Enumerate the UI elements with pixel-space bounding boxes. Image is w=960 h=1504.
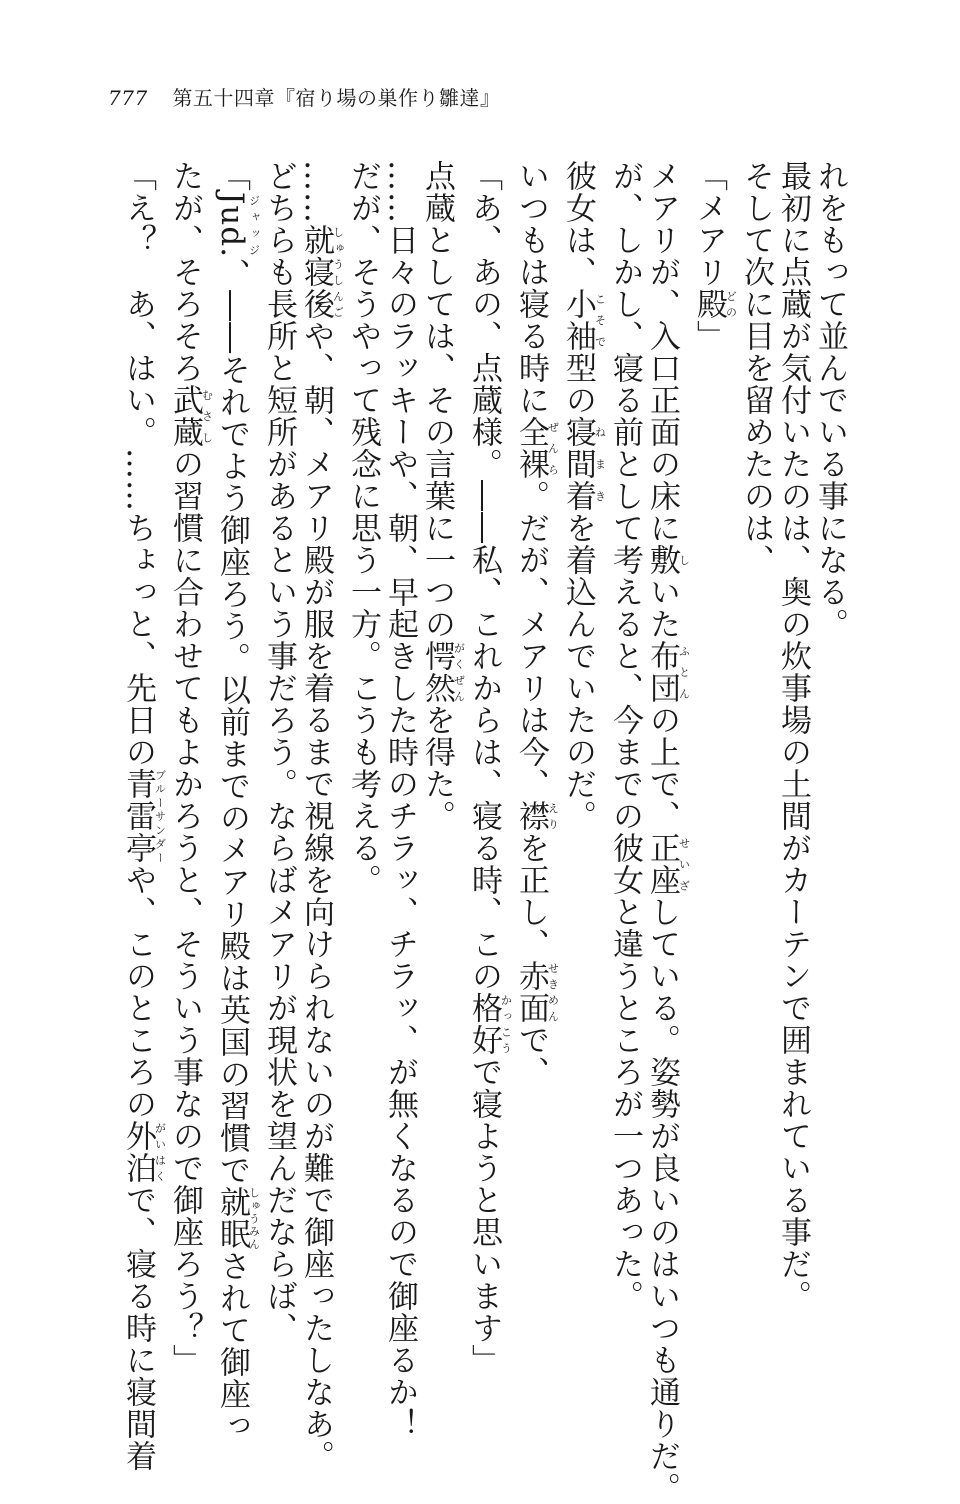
text-line: いつもは寝る時に全裸ぜんら。だが、メアリは今、襟えりを正し、赤面せきめんで、 <box>513 160 560 1088</box>
text-line: 点蔵としては、その言葉に一つの愕然がくぜんを得た。 <box>419 160 466 832</box>
chapter-title: 第五十四章『宿り場の巣作り雛達』 <box>172 86 501 110</box>
furigana-word: 全裸ぜんら <box>513 416 560 480</box>
text-line: 「あ、あの、点蔵様。――私、これからは、寝る時、この格好かっこうで寝ようと思います」 <box>466 160 513 1376</box>
furigana-word: 赤面せきめん <box>513 960 560 1024</box>
text-line: どちらも長所と短所があるという事だろう。ならばメアリが現状を望んだならば、 <box>261 160 297 1344</box>
furigana-word: Jud.ジャッジ <box>214 192 261 259</box>
text-line: 「Jud.ジャッジ、――それでよう御座ろう。以前までのメアリ殿は英国の習慣で就眠しゅうみんされて御座っ <box>214 160 261 1443</box>
furigana-word: 襟えり <box>513 800 560 832</box>
text-line: そして次に目を留めたのは、 <box>738 160 774 576</box>
text-line: れをもって並んでいる事になる。 <box>812 160 848 640</box>
furigana-word: 外泊がいはく <box>120 1120 167 1184</box>
furigana-word: 小袖こそで <box>560 288 607 352</box>
furigana-word: 正座せいざ <box>644 832 691 896</box>
text-line: 「え？ あ、はい。……ちょっと、先日の青雷亭ブルーサンダーや、このところの外泊がいはくで、寝る時に寝間着 <box>120 160 167 1472</box>
furigana-word: 青雷亭ブルーサンダー <box>120 768 167 864</box>
furigana-word: 格好かっこう <box>466 992 513 1056</box>
furigana-word: 寝間着ねまき <box>560 416 607 512</box>
page-number: 777 <box>108 86 148 110</box>
text-line: だが、そうやって残念に思う一方。こうも考える。 <box>345 160 381 896</box>
text-line: メアリが、入口正面の床に敷しいた布団ふとんの上で、正座せいざしている。姿勢が良いのはいつも通りだ。 <box>644 160 691 1504</box>
furigana-word: 就眠しゅうみん <box>214 1186 261 1251</box>
text-line: 最初に点蔵が気付いたのは、奥の炊事場の土間がカーテンで囲まれている事だ。 <box>775 160 811 1312</box>
furigana-word: 敷し <box>644 544 691 576</box>
text-line: たが、そろそろ武蔵むさしの習慣に合わせてもよかろうと、そういう事なので御座ろう？」 <box>167 160 214 1376</box>
vertical-text-body <box>120 160 848 1504</box>
text-line: が、しかし、寝る前として考えると、今までの彼女と違うところが一つあった。 <box>607 160 643 1312</box>
text-line: 「メアリ殿どの」 <box>691 160 738 352</box>
furigana-word: 殿どの <box>691 288 738 320</box>
text-line: ……就寝後しゅうしんごや、朝、メアリ殿が服を着るまで視線を向けられないのが難で御座ったしなあ。 <box>298 160 345 1472</box>
furigana-word: 就寝後しゅうしんご <box>298 224 345 320</box>
text-line: 彼女は、小袖こそで型の寝間着ねまきを着込んでいたのだ。 <box>560 160 607 832</box>
furigana-word: 愕然がくぜん <box>419 640 466 704</box>
text-line: ……日々のラッキーや、朝、早起きした時のチラッ、チラッ、が無くなるので御座るか！ <box>382 160 418 1440</box>
running-header <box>108 82 501 111</box>
furigana-word: 布団ふとん <box>644 640 691 704</box>
furigana-word: 武蔵むさし <box>167 384 214 448</box>
